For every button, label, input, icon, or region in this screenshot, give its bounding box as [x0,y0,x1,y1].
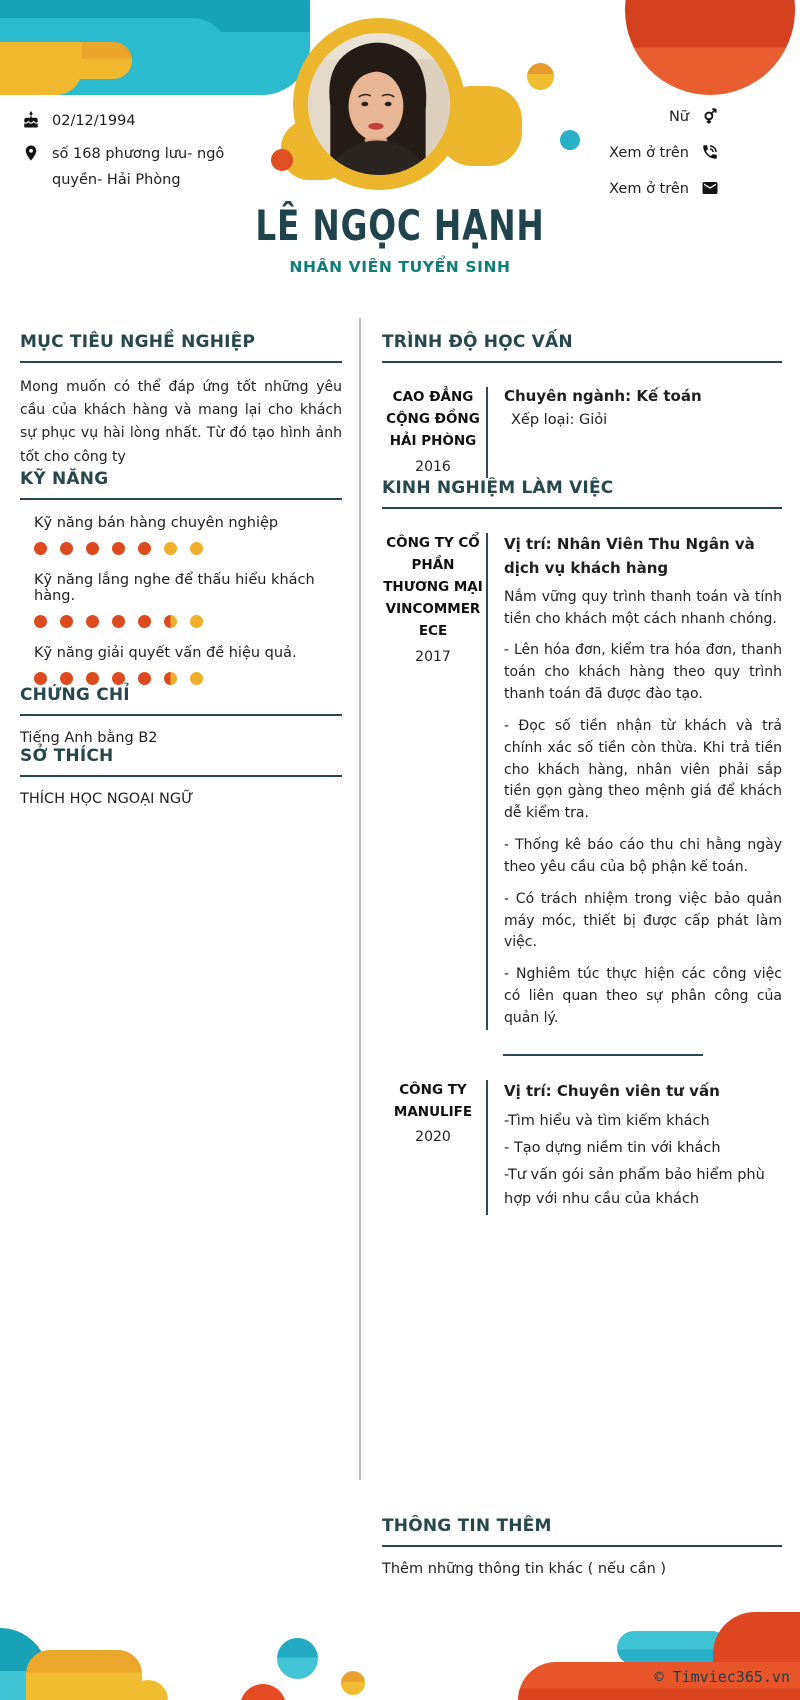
contact-text: Nữ [668,109,689,125]
education-major: Chuyên ngành: Kế toán [504,387,702,405]
rating-dot-yellow [190,672,203,685]
job-entry [382,533,782,1029]
skill-label: Kỹ năng bán hàng chuyên nghiệp [34,514,279,531]
education-detail-block [486,387,782,478]
section-heading-skills: KỸ NĂNG [20,469,342,500]
skill-label: Kỹ năng lắng nghe để thấu hiểu khách hàng. [34,571,315,604]
skill-rating-dots [34,615,342,628]
school-year: 2016 [415,458,451,475]
skill-item [20,572,342,628]
rating-dot-red [34,672,47,685]
phone-icon [701,143,720,162]
rating-dot-red [112,542,125,555]
job-description-line: - Tạo dựng niềm tin với khách [504,1139,721,1156]
rating-dot-yellow [164,542,177,555]
job-position: Vị trí: Chuyên viên tư vấn [504,1081,720,1100]
decor-yellow-circle-bottom [341,1671,365,1695]
job-detail-block [486,533,782,1029]
contact-text: số 168 phương lưu- ngô quyền- Hải Phòng [52,146,225,189]
contact-text: Xem ở trên [609,181,689,198]
job-separator [503,1054,703,1056]
contact-info-left [22,108,284,200]
skill-item [20,645,342,685]
rating-dot-red [138,542,151,555]
job-description-line: - Đọc số tiền nhận từ khách và trả chính xác số tiền còn thừa. Khi trả tiền cho khách hàng, nhân viên phải sắp tiền gọn gàng theo mệnh giá để khách dễ kiểm tra. [504,717,782,822]
rating-dot-yellow [190,615,203,628]
section-heading-additional: THÔNG TIN THÊM [382,1516,782,1547]
right-column [382,332,782,1215]
rating-dot-yellow [190,542,203,555]
portrait-illustration [308,33,450,175]
rating-dot-red [138,672,151,685]
job-description-line: Nắm vững quy trình thanh toán và tính tiền cho khách một cách nhanh chóng. [504,588,782,627]
job-detail-block [486,1080,782,1215]
job-description-line: - Nghiêm túc thực hiện các công việc có liên quan theo sự phân công của quản lý. [504,966,782,1026]
contact-row [540,140,720,166]
rating-dot-red [86,672,99,685]
rating-dot-half [164,672,177,685]
column-divider [359,318,361,1480]
company-name: CÔNG TY CỔ PHẦN THƯƠNG MẠI VINCOMMERECE [383,535,483,639]
rating-dot-red [34,615,47,628]
objective-text: Mong muốn có thể đáp ứng tốt những yêu cầu của khách hàng và mang lại cho khách sự phục vụ hài lòng nhất. Từ đó tạo hình ảnh tốt cho công ty [20,379,342,465]
certificate-text: Tiếng Anh bằng B2 [20,729,158,746]
skill-rating-dots [34,542,342,555]
left-column [20,332,342,807]
job-description-line: -Tư vấn gói sản phẩm bảo hiểm phù hợp với nhu cầu của khách [504,1166,765,1207]
education-list [382,387,782,478]
section-heading-certificates: CHỨNG CHỈ [20,685,342,716]
rating-dot-red [138,615,151,628]
contact-row [22,141,284,193]
company-block [382,533,484,1029]
section-heading-experience: KINH NGHIỆM LÀM VIỆC [382,478,782,509]
company-year: 2020 [415,1129,451,1146]
contact-row [540,104,720,130]
job-entry [382,1080,782,1215]
footer-credit: © Timviec365.vn [654,1668,790,1686]
rating-dot-red [86,542,99,555]
company-year: 2017 [415,648,451,665]
rating-dot-half [164,615,177,628]
rating-dot-red [86,615,99,628]
candidate-name: LÊ NGỌC HẠNH [255,201,545,250]
hobby-text: THÍCH HỌC NGOẠI NGỮ [20,790,194,807]
skill-label: Kỹ năng giải quyết vấn đề hiệu quả. [34,644,297,661]
job-description-line: - Có trách nhiệm trong việc bảo quản máy móc, thiết bị được cấp phát làm việc. [504,890,782,951]
section-heading-education: TRÌNH ĐỘ HỌC VẤN [382,332,782,363]
decor-teal-circle-bottom [277,1638,318,1679]
skill-item [20,515,342,555]
job-position: Vị trí: Nhân Viên Thu Ngân và dịch vụ khách hàng [504,535,755,577]
contact-row [540,176,720,202]
school-name: CAO ĐẲNG CỘNG ĐỒNG HẢI PHÒNG [386,389,480,449]
company-block [382,1080,484,1215]
job-description-line: - Thống kê báo cáo thu chi hằng ngày theo yêu cầu của bộ phận kế toán. [504,837,782,875]
rating-dot-red [60,542,73,555]
contact-text: 02/12/1994 [52,113,136,129]
candidate-title: NHÂN VIÊN TUYỂN SINH [289,258,511,276]
profile-photo [308,33,450,175]
job-description-line: -Tìm hiểu và tìm kiếm khách [504,1112,710,1129]
contact-text: Xem ở trên [609,145,689,162]
section-heading-objective: MỤC TIÊU NGHỀ NGHIỆP [20,332,342,363]
additional-info-section [382,1516,782,1577]
rating-dot-red [60,672,73,685]
rating-dot-red [112,615,125,628]
school-block [382,387,484,478]
decor-red-circle-bottom [240,1684,286,1700]
decor-yellow-bar-topleft-2 [0,42,82,95]
decor-yellow-bar-bottomleft [26,1650,142,1700]
additional-text: Thêm những thông tin khác ( nếu cần ) [382,1561,667,1577]
location-icon [22,144,41,163]
decor-photo-ring-arm-right [438,86,522,166]
contact-row [22,108,284,134]
skills-list [20,515,342,685]
email-icon [701,179,720,198]
contact-info-right [540,104,720,212]
gender-icon [701,107,720,126]
birthday-icon [22,111,41,130]
education-entry [382,387,782,478]
education-grade: Xếp loại: Giỏi [511,412,608,428]
rating-dot-red [112,672,125,685]
jobs-list [382,533,782,1214]
rating-dot-red [34,542,47,555]
rating-dot-red [60,615,73,628]
section-heading-hobbies: SỞ THÍCH [20,746,342,777]
decor-yellow-dot [527,63,554,90]
skill-rating-dots [34,672,342,685]
decor-red-circle-topright [625,0,795,95]
job-description-line: - Lên hóa đơn, kiểm tra hóa đơn, thanh toán cho khách hàng theo quy trình thanh toán đã được đào tạo. [504,642,782,703]
company-name: CÔNG TY MANULIFE [393,1081,473,1120]
